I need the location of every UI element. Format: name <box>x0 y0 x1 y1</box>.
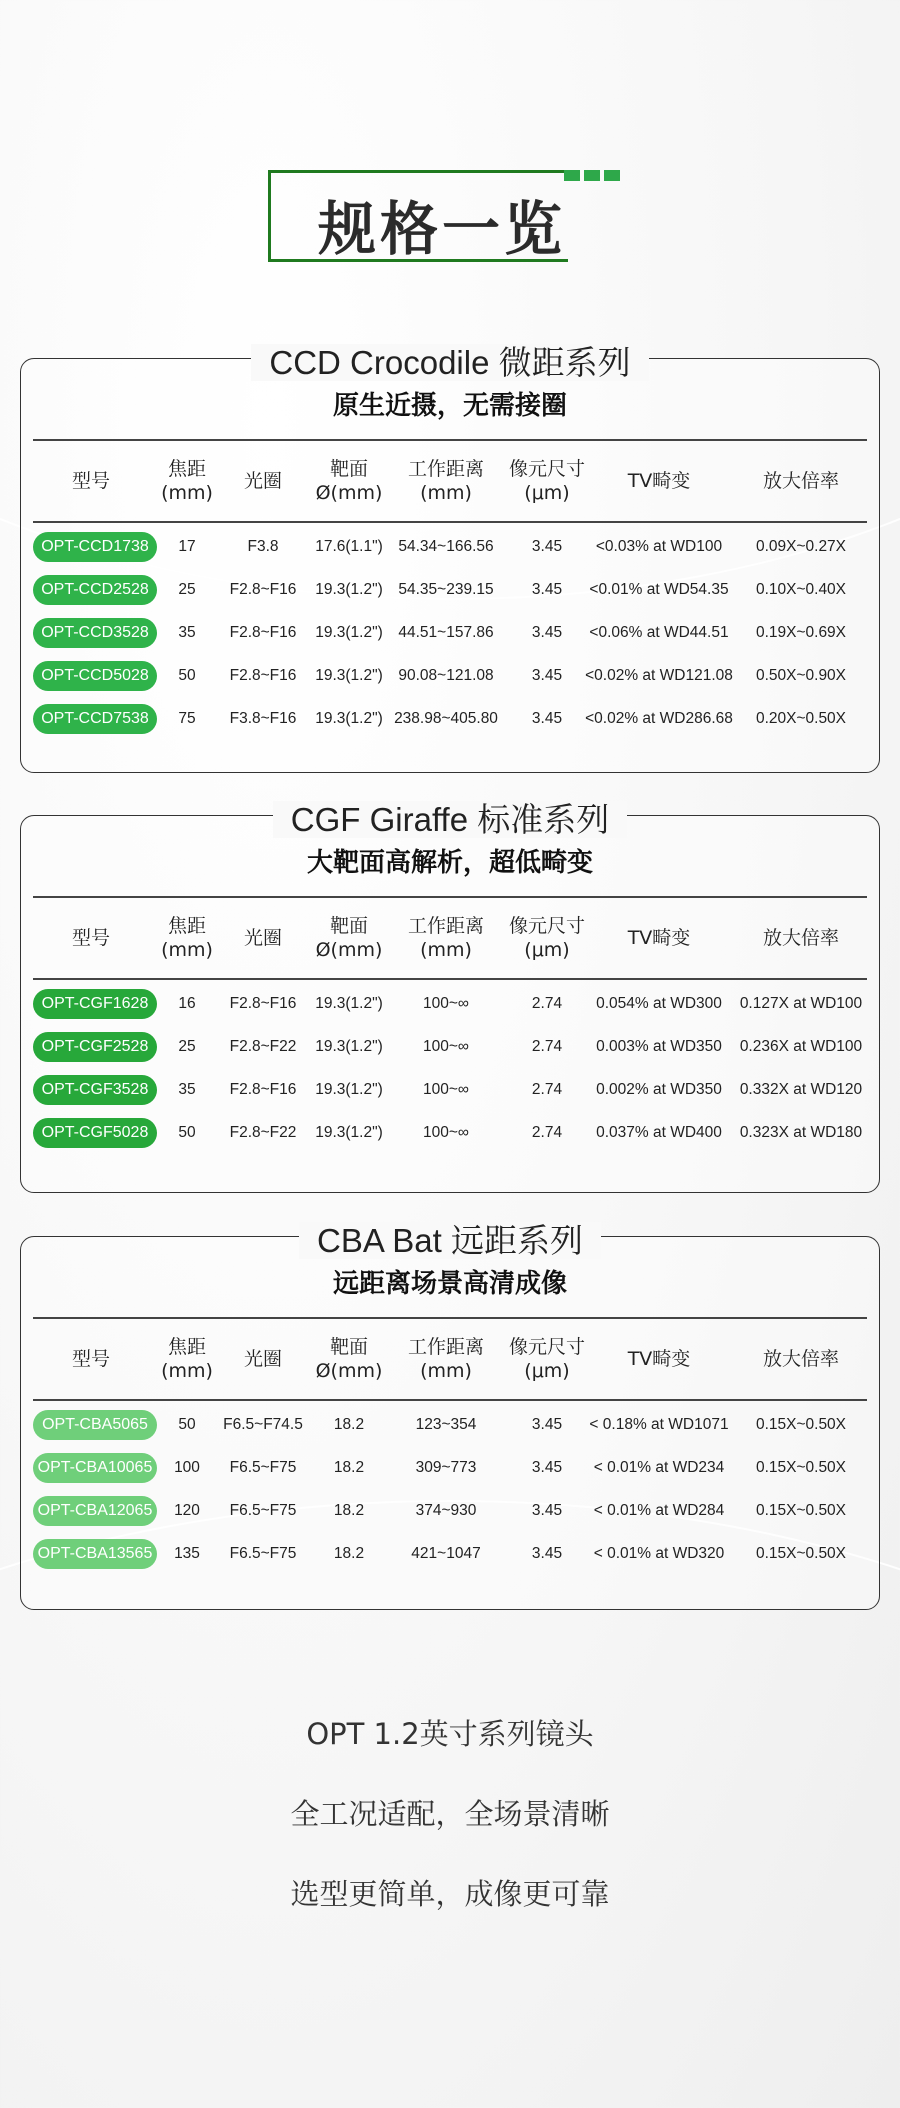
divider <box>33 521 867 523</box>
table-cell: 35 <box>178 1081 196 1098</box>
column-header: TV畸变 <box>627 1348 691 1370</box>
table-header <box>21 898 879 978</box>
column-header: 型号 <box>71 1348 110 1370</box>
column-header: 放大倍率 <box>762 470 839 492</box>
table-cell: 19.3(1.2") <box>315 1081 383 1098</box>
table-cell: F2.8~F16 <box>229 624 297 641</box>
table-cell: 0.15X~0.50X <box>755 1502 847 1519</box>
table-cell: 100 <box>174 1459 200 1476</box>
table-cell: 35 <box>178 624 196 641</box>
table-cell: 0.09X~0.27X <box>755 538 847 555</box>
section-title <box>21 337 879 384</box>
model-badge: OPT-CGF5028 <box>33 1118 157 1148</box>
section-title-text: CBA Bat 远距系列 <box>299 1222 601 1259</box>
table-cell: 90.08~121.08 <box>398 667 494 684</box>
header-frame <box>268 170 568 173</box>
table-cell: F3.8 <box>247 538 279 555</box>
table-cell: 3.45 <box>531 1545 563 1562</box>
table-cell: 18.2 <box>333 1459 365 1476</box>
table-cell: 3.45 <box>531 1416 563 1433</box>
section-title-text: CCD Crocodile 微距系列 <box>251 344 648 381</box>
table-cell: 100~∞ <box>423 1038 469 1055</box>
column-header: 焦距 (mm) <box>161 1336 213 1382</box>
column-header: 焦距 (mm) <box>161 915 213 961</box>
spec-section <box>20 1222 880 1610</box>
column-header: 放大倍率 <box>762 1348 839 1370</box>
table-cell: F2.8~F16 <box>229 1081 297 1098</box>
table-cell: 19.3(1.2") <box>315 624 383 641</box>
column-header: 像元尺寸 (μm) <box>508 458 585 504</box>
column-header: 光圈 <box>243 927 282 949</box>
section-title <box>21 1215 879 1262</box>
table-cell: 3.45 <box>531 710 563 727</box>
table-header <box>21 1319 879 1399</box>
model-badge: OPT-CBA10065 <box>33 1453 157 1483</box>
column-header: 工作距离 (mm) <box>407 1336 484 1382</box>
table-cell: 44.51~157.86 <box>398 624 494 641</box>
table-cell: 75 <box>178 710 196 727</box>
table-cell: 54.34~166.56 <box>398 538 494 555</box>
divider <box>33 1399 867 1401</box>
table-row <box>21 1538 879 1570</box>
table-cell: 3.45 <box>531 581 563 598</box>
table-cell: <0.06% at WD44.51 <box>589 624 729 641</box>
table-cell: F2.8~F22 <box>229 1038 297 1055</box>
table-cell: F6.5~F75 <box>229 1545 297 1562</box>
column-header: TV畸变 <box>627 470 691 492</box>
table-cell: 0.15X~0.50X <box>755 1416 847 1433</box>
section-subtitle: 大靶面高解析，超低畸变 <box>306 848 593 878</box>
table-cell: F2.8~F16 <box>229 667 297 684</box>
model-badge: OPT-CGF2528 <box>33 1032 157 1062</box>
table-cell: 17.6(1.1") <box>315 538 383 555</box>
model-badge: OPT-CCD2528 <box>33 575 157 605</box>
table-row <box>21 660 879 692</box>
table-cell: 135 <box>174 1545 200 1562</box>
table-cell: 3.45 <box>531 667 563 684</box>
table-cell: 123~354 <box>415 1416 477 1433</box>
table-cell: 18.2 <box>333 1416 365 1433</box>
column-header: 靶面 Ø(mm) <box>315 915 383 961</box>
model-badge: OPT-CGF3528 <box>33 1075 157 1105</box>
table-cell: 25 <box>178 1038 196 1055</box>
table-cell: 0.003% at WD350 <box>596 1038 722 1055</box>
table-cell: 2.74 <box>531 1081 563 1098</box>
table-cell: 19.3(1.2") <box>315 1124 383 1141</box>
table-cell: 19.3(1.2") <box>315 995 383 1012</box>
table-cell: 0.15X~0.50X <box>755 1459 847 1476</box>
table-cell: 2.74 <box>531 1124 563 1141</box>
table-cell: <0.03% at WD100 <box>595 538 723 555</box>
table-cell: 16 <box>178 995 196 1012</box>
table-cell: 0.323X at WD180 <box>739 1124 863 1141</box>
spec-section <box>20 344 880 773</box>
table-cell: <0.02% at WD121.08 <box>585 667 733 684</box>
table-cell: 0.15X~0.50X <box>755 1545 847 1562</box>
table-row <box>21 1117 879 1149</box>
table-cell: 0.50X~0.90X <box>755 667 847 684</box>
column-header: 光圈 <box>243 1348 282 1370</box>
column-header: 工作距离 (mm) <box>407 915 484 961</box>
table-cell: F6.5~F75 <box>229 1502 297 1519</box>
table-cell: 0.002% at WD350 <box>596 1081 722 1098</box>
section-title-text: CGF Giraffe 标准系列 <box>273 801 627 838</box>
table-cell: <0.01% at WD54.35 <box>589 581 729 598</box>
table-row <box>21 1452 879 1484</box>
footer-line-3: 选型更简单，成像更可靠 <box>290 1877 610 1911</box>
table-cell: 0.19X~0.69X <box>755 624 847 641</box>
table-cell: 18.2 <box>333 1502 365 1519</box>
table-cell: 374~930 <box>415 1502 477 1519</box>
table-row <box>21 574 879 606</box>
header-frame <box>268 170 271 262</box>
table-cell: F6.5~F74.5 <box>223 1416 303 1433</box>
model-badge: OPT-CBA5065 <box>33 1410 157 1440</box>
page-header <box>268 170 624 262</box>
column-header: 放大倍率 <box>762 927 839 949</box>
table-cell: 17 <box>178 538 196 555</box>
section-subtitle: 原生近摄，无需接圈 <box>332 391 567 421</box>
column-header: 像元尺寸 (μm) <box>508 1336 585 1382</box>
table-row <box>21 1409 879 1441</box>
table-cell: 0.332X at WD120 <box>739 1081 863 1098</box>
model-badge: OPT-CBA13565 <box>33 1539 157 1569</box>
table-cell: 19.3(1.2") <box>315 1038 383 1055</box>
table-cell: 2.74 <box>531 1038 563 1055</box>
column-header: 靶面 Ø(mm) <box>315 458 383 504</box>
model-badge: OPT-CCD1738 <box>33 532 157 562</box>
table-cell: < 0.01% at WD320 <box>593 1545 725 1562</box>
column-header: 型号 <box>71 927 110 949</box>
table-cell: 100~∞ <box>423 1124 469 1141</box>
column-header: 像元尺寸 (μm) <box>508 915 585 961</box>
divider <box>33 978 867 980</box>
table-cell: 19.3(1.2") <box>315 581 383 598</box>
model-badge: OPT-CGF1628 <box>33 989 157 1019</box>
table-cell: F2.8~F16 <box>229 995 297 1012</box>
table-cell: 25 <box>178 581 196 598</box>
column-header: 工作距离 (mm) <box>407 458 484 504</box>
column-header: TV畸变 <box>627 927 691 949</box>
table-row <box>21 988 879 1020</box>
table-cell: 100~∞ <box>423 1081 469 1098</box>
column-header: 光圈 <box>243 470 282 492</box>
table-cell: 0.20X~0.50X <box>755 710 847 727</box>
table-cell: F3.8~F16 <box>229 710 297 727</box>
table-header <box>21 441 879 521</box>
column-header: 靶面 Ø(mm) <box>315 1336 383 1382</box>
table-cell: F6.5~F75 <box>229 1459 297 1476</box>
table-row <box>21 531 879 563</box>
table-row <box>21 1495 879 1527</box>
table-cell: 421~1047 <box>411 1545 481 1562</box>
column-header: 型号 <box>71 470 110 492</box>
header-accent-blocks <box>564 170 620 181</box>
table-cell: 50 <box>178 1416 196 1433</box>
table-cell: 18.2 <box>333 1545 365 1562</box>
page-title: 规格一览 <box>318 195 567 263</box>
table-cell: 0.236X at WD100 <box>739 1038 863 1055</box>
table-cell: 120 <box>174 1502 200 1519</box>
table-cell: 0.10X~0.40X <box>755 581 847 598</box>
table-cell: 238.98~405.80 <box>394 710 498 727</box>
table-cell: 50 <box>178 667 196 684</box>
model-badge: OPT-CCD3528 <box>33 618 157 648</box>
table-cell: 309~773 <box>415 1459 477 1476</box>
table-cell: 2.74 <box>531 995 563 1012</box>
table-cell: < 0.01% at WD234 <box>593 1459 725 1476</box>
table-row <box>21 1074 879 1106</box>
table-cell: 0.054% at WD300 <box>596 995 722 1012</box>
column-header: 焦距 (mm) <box>161 458 213 504</box>
table-cell: F2.8~F22 <box>229 1124 297 1141</box>
table-cell: 3.45 <box>531 624 563 641</box>
table-cell: < 0.18% at WD1071 <box>589 1416 729 1433</box>
footer-line-2: 全工况适配，全场景清晰 <box>290 1797 610 1831</box>
table-cell: 0.037% at WD400 <box>596 1124 722 1141</box>
table-row <box>21 1031 879 1063</box>
table-cell: 19.3(1.2") <box>315 667 383 684</box>
section-subtitle: 远距离场景高清成像 <box>332 1269 567 1299</box>
spec-section <box>20 801 880 1193</box>
table-row <box>21 617 879 649</box>
model-badge: OPT-CCD7538 <box>33 704 157 734</box>
table-cell: F2.8~F16 <box>229 581 297 598</box>
table-cell: <0.02% at WD286.68 <box>585 710 733 727</box>
table-cell: 100~∞ <box>423 995 469 1012</box>
model-badge: OPT-CCD5028 <box>33 661 157 691</box>
table-cell: 54.35~239.15 <box>398 581 494 598</box>
table-cell: 3.45 <box>531 538 563 555</box>
model-badge: OPT-CBA12065 <box>33 1496 157 1526</box>
table-cell: 19.3(1.2") <box>315 710 383 727</box>
table-cell: 3.45 <box>531 1459 563 1476</box>
section-title <box>21 794 879 841</box>
table-row <box>21 703 879 735</box>
footer-line-1: OPT 1.2英寸系列镜头 <box>306 1717 594 1751</box>
table-cell: 3.45 <box>531 1502 563 1519</box>
table-cell: < 0.01% at WD284 <box>593 1502 725 1519</box>
table-cell: 50 <box>178 1124 196 1141</box>
table-cell: 0.127X at WD100 <box>739 995 863 1012</box>
